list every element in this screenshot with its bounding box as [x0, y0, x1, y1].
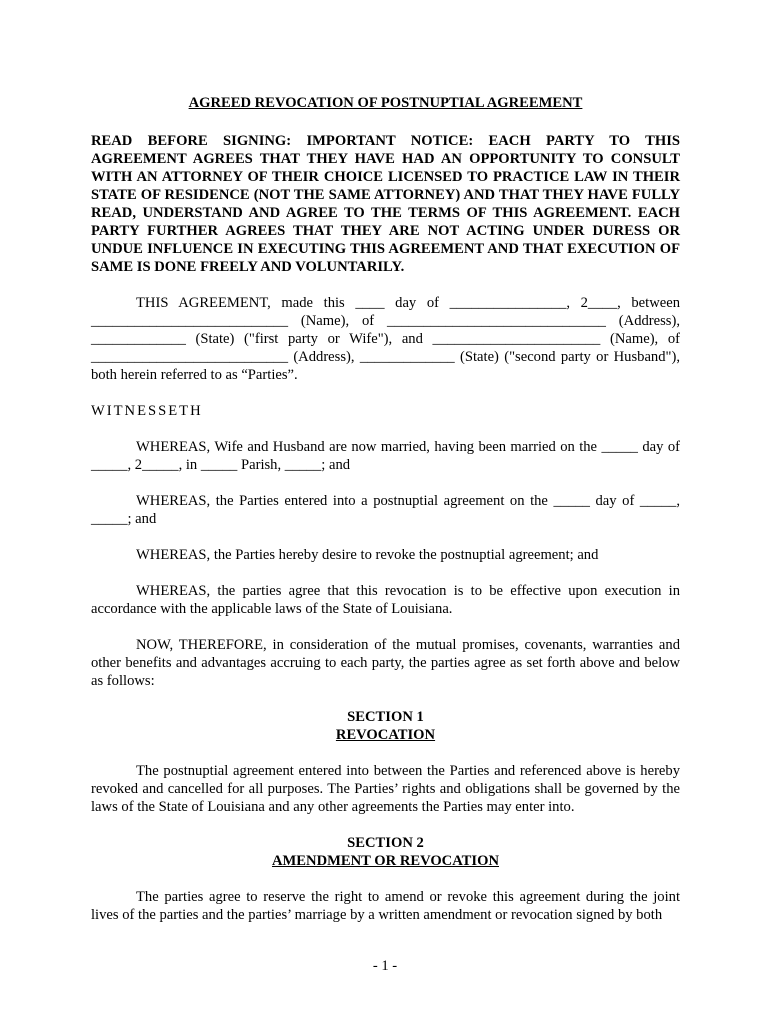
- whereas-effective: WHEREAS, the parties agree that this revocation is to be effective upon execution in accordance with the applicable laws of the State of Louisiana.: [91, 583, 680, 617]
- now-therefore-paragraph: NOW, THEREFORE, in consideration of the mutual promises, covenants, warranties and other benefits and advantages accruing to each party, the parties agree as set forth above and below as follows:: [91, 637, 680, 689]
- section-1-body: The postnuptial agreement entered into between the Parties and referenced above is hereby revoked and cancelled for all purposes. The Parties’ rights and obligations shall be governed by the laws of the State of Louisiana and any other agreements the Parties may enter into.: [91, 763, 680, 815]
- section-1-title: REVOCATION: [335, 727, 436, 743]
- document-title: AGREED REVOCATION OF POSTNUPTIAL AGREEMENT: [188, 95, 583, 111]
- document-body: [91, 94, 680, 924]
- intro-paragraph: THIS AGREEMENT, made this ____ day of ________________, 2____, between ___________________________ (Name), of ______________________________ (Address), _____________ (State) ("first party or Wife"), and _______________________ (Name), of ___________________________ (Address), _____________ (State) ("second party or Husband"), both herein referred to as “Parties”.: [91, 295, 680, 383]
- section-2-body: The parties agree to reserve the right to amend or revoke this agreement during the joint lives of the parties and the parties’ marriage by a written amendment or revocation signed by both: [91, 889, 680, 923]
- section-2-number: SECTION 2: [347, 835, 424, 851]
- section-2-title: AMENDMENT OR REVOCATION: [271, 853, 499, 869]
- whereas-revoke: WHEREAS, the Parties hereby desire to revoke the postnuptial agreement; and: [136, 547, 599, 563]
- important-notice: READ BEFORE SIGNING: IMPORTANT NOTICE: EACH PARTY TO THIS AGREEMENT AGREES THAT THEY HAVE HAD AN OPPORTUNITY TO CONSULT WITH AN ATTORNEY OF THEIR CHOICE LICENSED TO PRACTICE LAW IN THEIR STATE OF RESIDENCE (NOT THE SAME ATTORNEY) AND THAT THEY HAVE FULLY READ, UNDERSTAND AND AGREE TO THE TERMS OF THIS AGREEMENT. EACH PARTY FURTHER AGREES THAT THEY ARE NOT ACTING UNDER DURESS OR UNDUE INFLUENCE IN EXECUTING THIS AGREEMENT AND THAT EXECUTION OF SAME IS DONE FREELY AND VOLUNTARILY.: [91, 133, 680, 275]
- section-1-number: SECTION 1: [347, 709, 424, 725]
- page-number: - 1 -: [372, 958, 398, 974]
- witnesseth-heading: WITNESSETH: [91, 403, 203, 419]
- whereas-postnuptial: WHEREAS, the Parties entered into a postnuptial agreement on the _____ day of _____, _____; and: [91, 493, 680, 527]
- whereas-married: WHEREAS, Wife and Husband are now married, having been married on the _____ day of _____, 2_____, in _____ Parish, _____; and: [91, 439, 680, 473]
